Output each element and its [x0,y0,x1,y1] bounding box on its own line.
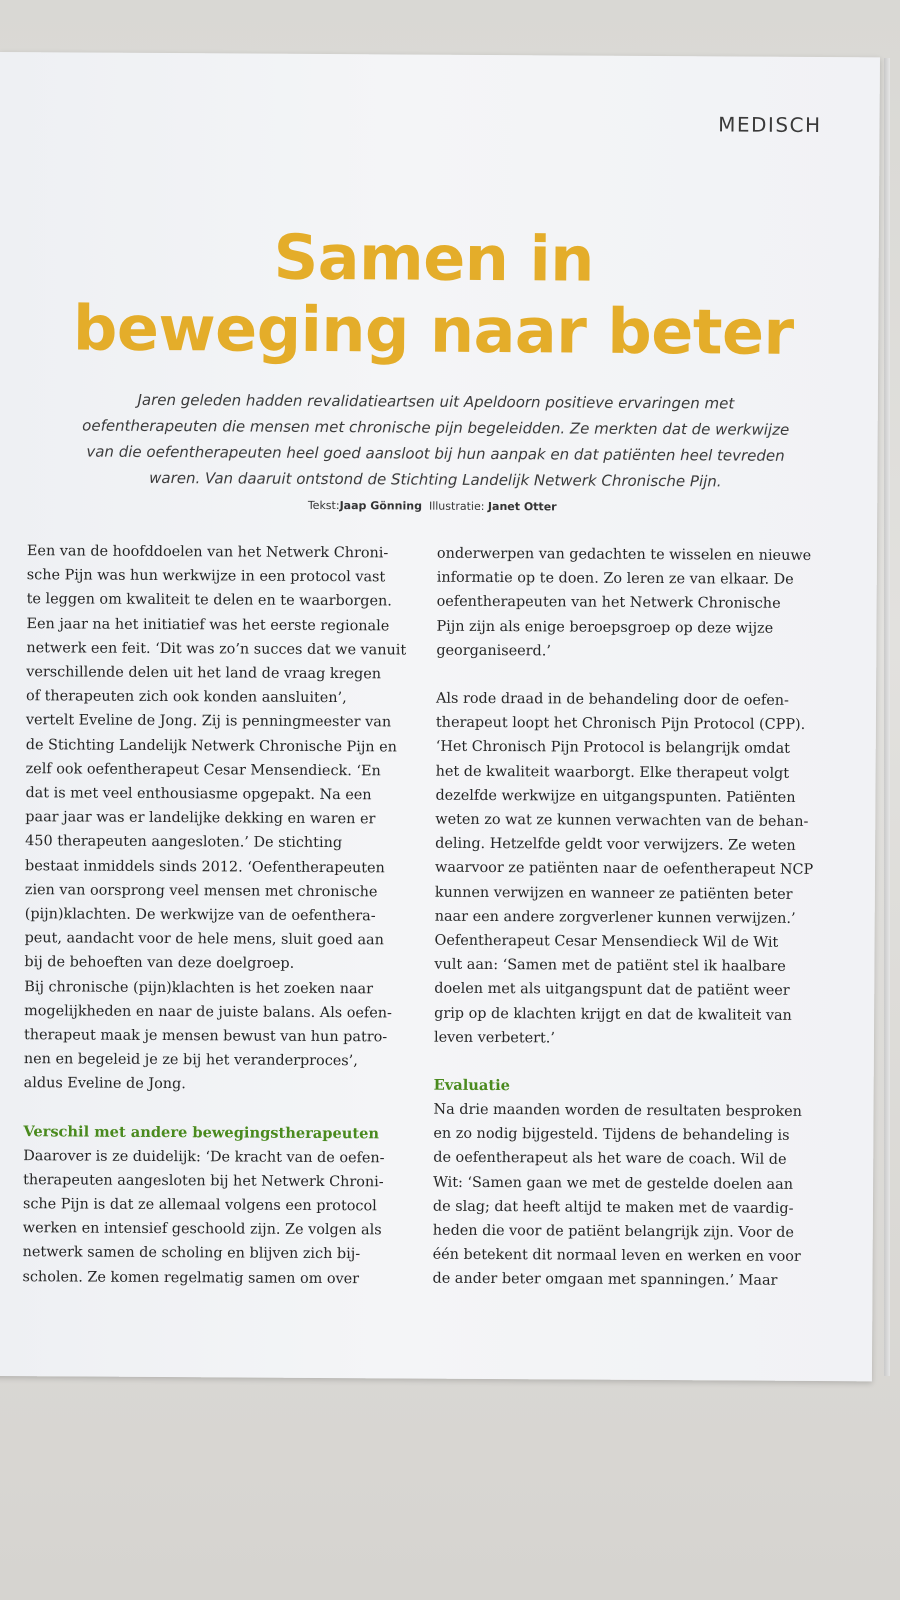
text-line: Pijn zijn als enige beroepsgroep op deze wijze [436,618,774,637]
text-line: het de kwaliteit waarborgt. Elke therapeut volgt [435,763,790,782]
text-line: scholen. Ze komen regelmatig samen om over [22,1268,360,1287]
text-line: oefentherapeuten van het Netwerk Chronische [436,594,781,613]
text-line: één betekent dit normaal leven en werken en voor [432,1246,801,1266]
paragraph-gap [436,663,821,689]
intro-line: van die oefentherapeuten heel goed aansloot bij hun aanpak en dat patiënten heel tevreden [86,442,785,465]
text-line: deling. Hetzelfde geldt voor verwijzers. Ze weten [435,835,796,855]
text-credit-label: Tekst: [307,498,340,513]
text-line: therapeuten aangesloten bij het Netwerk Chroni- [23,1172,384,1191]
article-intro [45,386,826,495]
text-line: sche Pijn was hun werkwijze in een protocol vast [26,567,386,586]
title-line-1: Samen in [273,220,595,296]
subheading-verschil: Verschil met andere bewegingstherapeuten [23,1122,380,1143]
text-line: aldus Eveline de Jong. [23,1075,186,1093]
text-line: dat is met veel enthousiasme opgepakt. Na een [25,785,372,804]
text-line: netwerk samen de scholing en blijven zich bij- [22,1244,361,1263]
subheading-evaluatie: Evaluatie [433,1076,510,1095]
right-paragraph-1 [436,542,822,665]
magazine-page [0,52,880,1381]
text-line: netwerk een feit. ‘Dit was zo’n succes dat we vanuit [26,639,407,659]
section-label: MEDISCH [718,112,822,138]
text-line: de Stichting Landelijk Netwerk Chronische Pijn en [25,736,397,756]
text-line: Bij chronische (pijn)klachten is het zoeken naar [24,978,374,997]
text-line: paar jaar was er landelijke dekking en waren er [25,809,376,828]
text-line: of therapeuten zich ook konden aansluiten’, [26,688,347,707]
right-paragraph-2 [434,687,821,1052]
text-line: therapeut loopt het Chronisch Pijn Protocol (CPP). [435,714,806,734]
text-line: georganiseerd.’ [436,642,551,660]
text-line: Daarover is ze duidelijk: ‘De kracht van de oefen- [23,1147,385,1167]
text-credit-name: Jaap Gönning [339,499,423,513]
text-line: waarvoor ze patiënten naar de oefentherapeut NCP [434,860,814,879]
text-line: werken en intensief geschoold zijn. Ze volgen als [22,1220,382,1239]
text-line: Wit: ‘Samen gaan we met de gestelde doelen aan [433,1174,794,1193]
text-line: leven verbetert.’ [433,1029,556,1047]
intro-line: Jaren geleden hadden revalidatieartsen uit Apeldoorn positieve ervaringen met [137,390,735,413]
text-line: bij de behoeften van deze doelgroep. [24,954,295,973]
text-line: zelf ook oefentherapeut Cesar Mensendieck. ‘En [25,760,381,780]
illustration-credit-name: Janet Otter [487,499,557,514]
text-line: Een van de hoofddoelen van het Netwerk Chroni- [26,543,389,562]
text-line: nen en begeleid je ze bij het veranderproces’, [23,1051,358,1070]
text-line: vult aan: ‘Samen met de patiënt stel ik haalbare [434,956,786,976]
text-line: vertelt Eveline de Jong. Zij is penningmeester van [25,712,392,731]
text-line: kunnen verwijzen en wanneer ze patiënten beter [434,884,793,903]
text-line: bestaat inmiddels sinds 2012. ‘Oefentherapeuten [24,857,385,877]
text-line: Een jaar na het initiatief was het eerste regionale [26,615,390,634]
intro-line: oefentherapeuten die mensen met chronische pijn begeleidden. Ze merkten dat de werkwijze [82,416,790,439]
text-line: Als rode draad in de behandeling door de oefen- [436,690,789,709]
left-column [22,539,412,1291]
intro-line: waren. Van daaruit ontstond de Stichting Landelijk Netwerk Chronische Pijn. [149,468,722,491]
text-line: de oefentherapeut als het ware de coach. Wil de [433,1150,787,1169]
title-line-2: beweging naar beter [72,291,794,369]
text-line: onderwerpen van gedachten te wisselen en nieuwe [436,545,812,564]
text-line: ‘Het Chronisch Pijn Protocol is belangrijk omdat [435,739,791,758]
text-line: peut, aandacht voor de hele mens, sluit goed aan [24,930,384,949]
text-line: de ander beter omgaan met spanningen.’ Maar [432,1271,778,1290]
text-line: informatie op te doen. Zo leren ze van elkaar. De [436,569,794,589]
text-line: sche Pijn is dat ze allemaal volgens een protocol [22,1196,377,1215]
paragraph-gap [23,1096,408,1122]
left-paragraph-2 [22,1144,408,1292]
text-line: de slag; dat heeft altijd te maken met de vaardig- [432,1198,794,1217]
text-line: therapeut maak je mensen bewust van hun patro- [23,1027,388,1046]
text-line: heden die voor de patiënt belangrijk zijn. Voor de [432,1222,794,1241]
text-line: doelen met als uitgangspunt dat de patiënt weer [434,981,790,1000]
text-line: en zo nodig bijgesteld. Tijdens de behandeling is [433,1125,790,1145]
text-line: (pijn)klachten. De werkwijze van de oefenthera- [24,906,376,925]
text-line: te leggen om kwaliteit te delen en te waarborgen. [26,591,392,610]
text-line: Oefentherapeut Cesar Mensendieck Wil de Wit [434,932,779,951]
text-line: naar een andere zorgverlener kunnen verwijzen.’ [434,908,796,927]
right-paragraph-3 [432,1098,818,1294]
left-paragraph-1 [24,539,412,1098]
text-line: Na drie maanden worden de resultaten besproken [433,1101,803,1120]
text-line: dezelfde werkwijze en uitgangspunten. Patiënten [435,787,796,806]
paragraph-gap [434,1050,819,1076]
illustration-credit-label: Illustratie: [428,499,485,513]
page-stack-edge [884,58,890,1376]
article-credits [0,497,867,515]
text-line: 450 therapeuten aangesloten.’ De stichting [25,833,343,852]
text-line: zien van oorsprong veel mensen met chronische [24,882,378,901]
right-column [432,542,822,1294]
text-line: grip op de klachten krijgt en dat de kwaliteit van [434,1005,792,1024]
article-title [0,220,869,369]
text-line: mogelijkheden en naar de juiste balans. Als oefen- [24,1003,392,1022]
text-line: weten zo wat ze kunnen verwachten van de behan- [435,811,809,830]
text-line: verschillende delen uit het land de vraag kregen [26,664,382,683]
